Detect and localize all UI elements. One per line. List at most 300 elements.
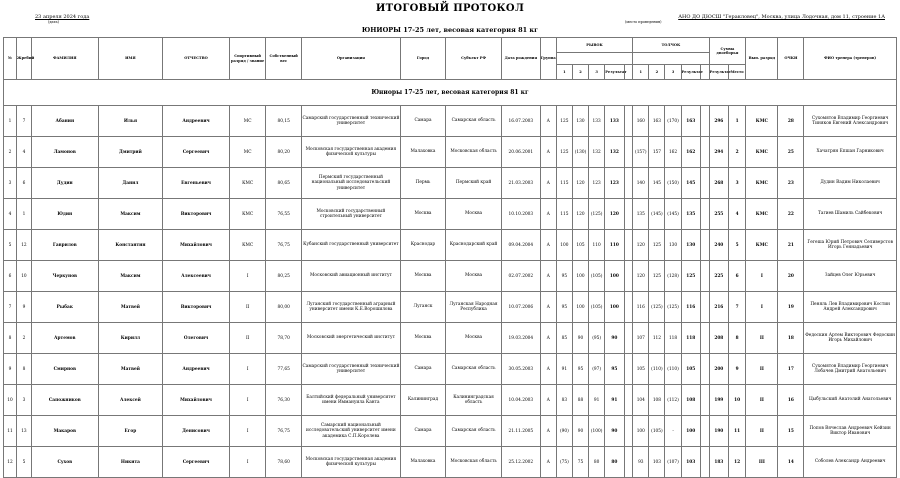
final-place: 5 xyxy=(729,230,746,261)
cj-place xyxy=(700,416,709,447)
points: 23 xyxy=(778,168,804,199)
athlete-rank: I xyxy=(229,354,266,385)
rank-done: КМС xyxy=(746,230,778,261)
athlete-rank: КМС xyxy=(229,199,266,230)
cj-attempt-3: - xyxy=(665,416,681,447)
athlete-name: Данил xyxy=(98,168,163,199)
final-place: 3 xyxy=(729,168,746,199)
points: 17 xyxy=(778,354,804,385)
athlete-birth-date: 09.04.2004 xyxy=(502,230,541,261)
athlete-group: А xyxy=(540,106,556,137)
table-row xyxy=(4,137,897,168)
athlete-surname: Артемов xyxy=(31,323,98,354)
athlete-birth-date: 10.04.2003 xyxy=(502,385,541,416)
cj-result: 135 xyxy=(681,199,700,230)
points: 15 xyxy=(778,416,804,447)
event-date: 23 апреля 2024 года xyxy=(35,14,90,20)
athlete-group: А xyxy=(540,447,556,478)
athlete-weight: 76,55 xyxy=(266,199,302,230)
athlete-patronymic: Михайлович xyxy=(163,385,230,416)
athlete-rank: КМС xyxy=(229,230,266,261)
athlete-birth-date: 02.07.2002 xyxy=(502,261,541,292)
event-venue: АНО ДО ДЮСШ "Геракловец", Москва, улица Лодочная, дом 11, строение 1А xyxy=(678,14,885,20)
table-row xyxy=(4,354,897,385)
snatch-place xyxy=(624,447,633,478)
points: 14 xyxy=(778,447,804,478)
athlete-group: А xyxy=(540,199,556,230)
col-organization: Организация xyxy=(301,38,400,80)
athlete-organization: Московская государственная академия физической культуры xyxy=(301,137,400,168)
athlete-name: Матвей xyxy=(98,292,163,323)
snatch-attempt-3: (125) xyxy=(589,199,605,230)
cj-result: 100 xyxy=(681,416,700,447)
athlete-city: Самара xyxy=(400,106,445,137)
athlete-patronymic: Викторович xyxy=(163,292,230,323)
athlete-group: А xyxy=(540,354,556,385)
snatch-result: 80 xyxy=(605,447,624,478)
table-row xyxy=(4,323,897,354)
final-place: 8 xyxy=(729,323,746,354)
snatch-attempt-2: 88 xyxy=(572,385,588,416)
athlete-birth-date: 10.07.2006 xyxy=(502,292,541,323)
cj-attempt-1: 93 xyxy=(633,447,649,478)
cj-result: 130 xyxy=(681,230,700,261)
athlete-patronymic: Сергеевич xyxy=(163,137,230,168)
final-place: 2 xyxy=(729,137,746,168)
cj-attempt-1: (157) xyxy=(633,137,649,168)
snatch-attempt-2: 95 xyxy=(572,354,588,385)
table-row xyxy=(4,385,897,416)
athlete-name: Матвей xyxy=(98,354,163,385)
cj-attempt-3: (128) xyxy=(665,261,681,292)
athlete-organization: Московский государственный строительный университет xyxy=(301,199,400,230)
athlete-patronymic: Андреевич xyxy=(163,354,230,385)
athlete-patronymic: Сергеевич xyxy=(163,447,230,478)
cj-attempt-1: 105 xyxy=(633,354,649,385)
snatch-attempt-2: 120 xyxy=(572,199,588,230)
cj-attempt-3: 118 xyxy=(665,323,681,354)
athlete-rank: I xyxy=(229,447,266,478)
event-date-label: (дата) xyxy=(48,20,59,24)
final-place: 9 xyxy=(729,354,746,385)
col-surname: ФАМИЛИЯ xyxy=(31,38,98,80)
snatch-result: 133 xyxy=(605,106,624,137)
athlete-city: Москва xyxy=(400,261,445,292)
points: 19 xyxy=(778,292,804,323)
row-lot: 1 xyxy=(16,199,31,230)
cj-attempt-3: (107) xyxy=(665,447,681,478)
athlete-birth-date: 20.06.2001 xyxy=(502,137,541,168)
athlete-rank: II xyxy=(229,323,266,354)
col-city: Город xyxy=(400,38,445,80)
cj-attempt-2: 103 xyxy=(649,447,665,478)
athlete-weight: 78,60 xyxy=(266,447,302,478)
athlete-region: Самарская область xyxy=(446,416,502,447)
athlete-patronymic: Андреевич xyxy=(163,106,230,137)
snatch-attempt-1: 91 xyxy=(556,354,572,385)
cj-result: 163 xyxy=(681,106,700,137)
snatch-result: 100 xyxy=(605,261,624,292)
athlete-organization: Балтийский федеральный университет имени Иммануила Канта xyxy=(301,385,400,416)
snatch-attempt-2: 120 xyxy=(572,168,588,199)
total-result: Результат xyxy=(709,65,728,80)
athlete-weight: 80,15 xyxy=(266,106,302,137)
total-result: 225 xyxy=(709,261,728,292)
snatch-attempt-2: 130 xyxy=(572,106,588,137)
snatch-attempt-2: 105 xyxy=(572,230,588,261)
snatch-attempt-1: 125 xyxy=(556,137,572,168)
rank-done: КМС xyxy=(746,199,778,230)
total-result: 294 xyxy=(709,137,728,168)
cj-attempt-2: 125 xyxy=(649,230,665,261)
cj-attempt-2: 112 xyxy=(649,323,665,354)
cj-attempt-1: 120 xyxy=(633,230,649,261)
cj-attempt-3: 162 xyxy=(665,137,681,168)
row-lot: 10 xyxy=(16,261,31,292)
athlete-organization: Пермский государственный национальный исследовательский университет xyxy=(301,168,400,199)
athlete-city: Малаховка xyxy=(400,137,445,168)
page-title: ИТОГОВЫЙ ПРОТОКОЛ xyxy=(375,3,525,14)
snatch-attempt-1: 125 xyxy=(556,106,572,137)
total-result: 208 xyxy=(709,323,728,354)
cj-attempt-3: 3 xyxy=(665,65,681,80)
cj-attempt-2: 125 xyxy=(649,261,665,292)
row-lot: 3 xyxy=(16,385,31,416)
cj-attempt-1: 107 xyxy=(633,323,649,354)
cj-result: 162 xyxy=(681,137,700,168)
athlete-surname: Гаврилов xyxy=(31,230,98,261)
athlete-surname: Ламонов xyxy=(31,137,98,168)
athlete-city: Краснодар xyxy=(400,230,445,261)
coach-names: Сухомятов Владимир Георгиевич Лобачев Дмитрий Анатольевич xyxy=(804,354,897,385)
athlete-region: Пермский край xyxy=(446,168,502,199)
athlete-city: Самара xyxy=(400,354,445,385)
athlete-city: Малаховка xyxy=(400,447,445,478)
athlete-name: Никита xyxy=(98,447,163,478)
athlete-surname: Юдин xyxy=(31,199,98,230)
row-lot: 6 xyxy=(16,168,31,199)
group-title: Юниоры 17-25 лет, весовая категория 81 кг xyxy=(4,80,897,106)
final-place: 7 xyxy=(729,292,746,323)
table-row xyxy=(4,261,897,292)
total-result: 190 xyxy=(709,416,728,447)
snatch-attempt-1: (90) xyxy=(556,416,572,447)
rank-done: II xyxy=(746,354,778,385)
cj-result: 145 xyxy=(681,168,700,199)
snatch-result: 123 xyxy=(605,168,624,199)
snatch-attempt-1: 115 xyxy=(556,168,572,199)
points: 21 xyxy=(778,230,804,261)
cj-place xyxy=(700,292,709,323)
snatch-attempt-2: 2 xyxy=(572,65,588,80)
cj-attempt-3: (125) xyxy=(665,292,681,323)
cj-attempt-2: (125) xyxy=(649,292,665,323)
snatch-result: 90 xyxy=(605,323,624,354)
athlete-name: Дмитрий xyxy=(98,137,163,168)
athlete-surname: Сухов xyxy=(31,447,98,478)
athlete-patronymic: Михайлович xyxy=(163,230,230,261)
col-group: Группа xyxy=(540,38,556,80)
athlete-surname: Черкунов xyxy=(31,261,98,292)
row-lot: 13 xyxy=(16,416,31,447)
athlete-weight: 76,75 xyxy=(266,230,302,261)
cj-place xyxy=(700,261,709,292)
athlete-region: Самарская область xyxy=(446,354,502,385)
athlete-rank: МС xyxy=(229,106,266,137)
snatch-result: Результат xyxy=(605,65,624,80)
rank-done: КМС xyxy=(746,137,778,168)
cj-attempt-2: 145 xyxy=(649,168,665,199)
athlete-patronymic: Викторович xyxy=(163,199,230,230)
cj-attempt-3: (110) xyxy=(665,354,681,385)
row-num: 4 xyxy=(4,199,17,230)
rank-done: III xyxy=(746,447,778,478)
row-lot: 7 xyxy=(16,106,31,137)
athlete-name: Алексей xyxy=(98,385,163,416)
cj-result: 118 xyxy=(681,323,700,354)
snatch-result: 100 xyxy=(605,292,624,323)
athlete-city: Москва xyxy=(400,199,445,230)
cj-attempt-1: 140 xyxy=(633,168,649,199)
points: 18 xyxy=(778,323,804,354)
snatch-place xyxy=(624,199,633,230)
athlete-birth-date: 10.10.2003 xyxy=(502,199,541,230)
snatch-attempt-1: 1 xyxy=(556,65,572,80)
col-rank-done: Вып. разряд xyxy=(746,38,778,80)
athlete-birth-date: 16.07.2003 xyxy=(502,106,541,137)
athlete-surname: Рыбак xyxy=(31,292,98,323)
points: 16 xyxy=(778,385,804,416)
snatch-attempt-2: 100 xyxy=(572,261,588,292)
snatch-attempt-3: (100) xyxy=(589,416,605,447)
snatch-result: 91 xyxy=(605,385,624,416)
athlete-organization: Московская государственная академия физической культуры xyxy=(301,447,400,478)
athlete-group: А xyxy=(540,385,556,416)
row-num: 3 xyxy=(4,168,17,199)
row-num: 10 xyxy=(4,385,17,416)
athlete-rank: II xyxy=(229,292,266,323)
cj-attempt-1: 135 xyxy=(633,199,649,230)
cj-attempt-2: 157 xyxy=(649,137,665,168)
athlete-rank: I xyxy=(229,261,266,292)
athlete-birth-date: 19.03.2004 xyxy=(502,323,541,354)
athlete-region: Москва xyxy=(446,199,502,230)
athlete-weight: 76,75 xyxy=(266,416,302,447)
cj-attempt-2: 2 xyxy=(649,65,665,80)
coach-names: Сухомятов Владимир Георгиевич Тиняков Евгений Александрович xyxy=(804,106,897,137)
coach-names: Пеняль Лев Владимирович Костин Андрей Александрович xyxy=(804,292,897,323)
snatch-attempt-1: 85 xyxy=(556,323,572,354)
cj-attempt-2: 163 xyxy=(649,106,665,137)
final-place: 1 xyxy=(729,106,746,137)
total-place: Место xyxy=(729,65,746,80)
table-row xyxy=(4,199,897,230)
total-result: 296 xyxy=(709,106,728,137)
athlete-city: Самара xyxy=(400,416,445,447)
row-num: 5 xyxy=(4,230,17,261)
rank-done: КМС xyxy=(746,106,778,137)
cj-result: 103 xyxy=(681,447,700,478)
athlete-name: Кирилл xyxy=(98,323,163,354)
cj-attempt-2: (145) xyxy=(649,199,665,230)
snatch-result: 90 xyxy=(605,416,624,447)
col-region: Субъект РФ xyxy=(446,38,502,80)
athlete-organization: Московский энергетический институт xyxy=(301,323,400,354)
snatch-place xyxy=(624,106,633,137)
athlete-rank: КМС xyxy=(229,168,266,199)
cj-place xyxy=(700,323,709,354)
athlete-weight: 77,65 xyxy=(266,354,302,385)
table-row xyxy=(4,168,897,199)
coach-names: Федоскин Артем Викторович Федоскин Игорь Михайлович xyxy=(804,323,897,354)
row-lot: 2 xyxy=(16,323,31,354)
cj-place xyxy=(700,354,709,385)
row-lot: 4 xyxy=(16,137,31,168)
col-lot: Жребий xyxy=(16,38,31,80)
row-lot: 12 xyxy=(16,230,31,261)
athlete-rank: МС xyxy=(229,137,266,168)
athlete-weight: 80,25 xyxy=(266,261,302,292)
row-num: 7 xyxy=(4,292,17,323)
coach-names: Зайцев Олег Юрьевич xyxy=(804,261,897,292)
athlete-organization: Самарский национальный исследовательский университет имени академика С.П.Королева xyxy=(301,416,400,447)
row-num: 11 xyxy=(4,416,17,447)
total-result: 216 xyxy=(709,292,728,323)
col-coach: ФИО тренера (тренеров) xyxy=(804,38,897,80)
athlete-region: Луганская Народная Республика xyxy=(446,292,502,323)
cj-place xyxy=(700,447,709,478)
athlete-surname: Абанин xyxy=(31,106,98,137)
athlete-name: Константин xyxy=(98,230,163,261)
cj-attempt-3: (145) xyxy=(665,199,681,230)
athlete-city: Калининград xyxy=(400,385,445,416)
athlete-patronymic: Олегович xyxy=(163,323,230,354)
row-num: 2 xyxy=(4,137,17,168)
cj-result: Результат xyxy=(681,65,700,80)
snatch-attempt-3: 123 xyxy=(589,168,605,199)
final-place: 12 xyxy=(729,447,746,478)
snatch-attempt-2: 100 xyxy=(572,292,588,323)
cj-result: 125 xyxy=(681,261,700,292)
points: 20 xyxy=(778,261,804,292)
row-num: 12 xyxy=(4,447,17,478)
athlete-organization: Самарский государственный технический университет xyxy=(301,106,400,137)
coach-names: Тагиев Шамиль Сайбекович xyxy=(804,199,897,230)
cj-attempt-3: (112) xyxy=(665,385,681,416)
athlete-rank: I xyxy=(229,385,266,416)
snatch-place xyxy=(624,416,633,447)
athlete-region: Московская область xyxy=(446,137,502,168)
athlete-region: Москва xyxy=(446,323,502,354)
snatch-attempt-3: 133 xyxy=(589,106,605,137)
cj-attempt-3: 130 xyxy=(665,230,681,261)
athlete-region: Москва xyxy=(446,261,502,292)
snatch-attempt-3: 110 xyxy=(589,230,605,261)
points: 25 xyxy=(778,137,804,168)
athlete-weight: 76,30 xyxy=(266,385,302,416)
col-points: ОЧКИ xyxy=(778,38,804,80)
snatch-place xyxy=(624,385,633,416)
row-lot: 5 xyxy=(16,447,31,478)
col-num: № xyxy=(4,38,17,80)
points: 22 xyxy=(778,199,804,230)
snatch-attempt-3: (97) xyxy=(589,354,605,385)
athlete-group: А xyxy=(540,137,556,168)
coach-names: Соболев Александр Андреевич xyxy=(804,447,897,478)
snatch-place xyxy=(624,137,633,168)
row-num: 1 xyxy=(4,106,17,137)
snatch-attempt-2: 90 xyxy=(572,323,588,354)
snatch-place xyxy=(624,261,633,292)
rank-done: КМС xyxy=(746,168,778,199)
cj-place xyxy=(700,230,709,261)
cj-result: 116 xyxy=(681,292,700,323)
athlete-name: Максим xyxy=(98,261,163,292)
rank-done: II xyxy=(746,323,778,354)
col-snatch: РЫВОК xyxy=(556,38,632,53)
snatch-spacer xyxy=(556,53,632,65)
snatch-attempt-2: 90 xyxy=(572,416,588,447)
rank-done: I xyxy=(746,292,778,323)
final-place: 10 xyxy=(729,385,746,416)
rank-done: II xyxy=(746,385,778,416)
athlete-surname: Смирнов xyxy=(31,354,98,385)
snatch-result: 120 xyxy=(605,199,624,230)
final-place: 11 xyxy=(729,416,746,447)
athlete-weight: 78,70 xyxy=(266,323,302,354)
cj-attempt-1: 116 xyxy=(633,292,649,323)
athlete-birth-date: 21.03.2003 xyxy=(502,168,541,199)
athlete-organization: Кубанский государственный университет xyxy=(301,230,400,261)
final-place: 4 xyxy=(729,199,746,230)
snatch-attempt-3: 3 xyxy=(589,65,605,80)
snatch-attempt-2: 75 xyxy=(572,447,588,478)
table-row xyxy=(4,447,897,478)
snatch-place xyxy=(624,230,633,261)
rank-done: I xyxy=(746,261,778,292)
table-row xyxy=(4,292,897,323)
athlete-birth-date: 30.05.2003 xyxy=(502,354,541,385)
total-result: 268 xyxy=(709,168,728,199)
col-sport-rank: Спортивный разряд / звание xyxy=(229,38,266,80)
athlete-weight: 80,20 xyxy=(266,137,302,168)
snatch-attempt-2: (130) xyxy=(572,137,588,168)
snatch-attempt-3: (105) xyxy=(589,292,605,323)
athlete-weight: 80,65 xyxy=(266,168,302,199)
athlete-rank: I xyxy=(229,416,266,447)
athlete-birth-date: 25.12.2002 xyxy=(502,447,541,478)
snatch-attempt-1: 100 xyxy=(556,230,572,261)
col-birth-date: Дата рождения xyxy=(502,38,541,80)
row-num: 6 xyxy=(4,261,17,292)
athlete-organization: Луганский государственный аграрный университет имени К.Е.Ворошилова xyxy=(301,292,400,323)
cj-attempt-1: 100 xyxy=(633,416,649,447)
final-place: 6 xyxy=(729,261,746,292)
athlete-region: Самарская область xyxy=(446,106,502,137)
row-num: 9 xyxy=(4,354,17,385)
snatch-attempt-3: (95) xyxy=(589,323,605,354)
cj-attempt-2: (110) xyxy=(649,354,665,385)
results-table xyxy=(3,37,897,478)
cj-attempt-2: (105) xyxy=(649,416,665,447)
cj-attempt-1: 104 xyxy=(633,385,649,416)
total-result: 200 xyxy=(709,354,728,385)
athlete-birth-date: 21.11.2005 xyxy=(502,416,541,447)
cj-attempt-1: 1 xyxy=(633,65,649,80)
athlete-region: Калининградская область xyxy=(446,385,502,416)
cj-place xyxy=(700,137,709,168)
col-clean-jerk: ТОЛЧОК xyxy=(633,38,709,53)
